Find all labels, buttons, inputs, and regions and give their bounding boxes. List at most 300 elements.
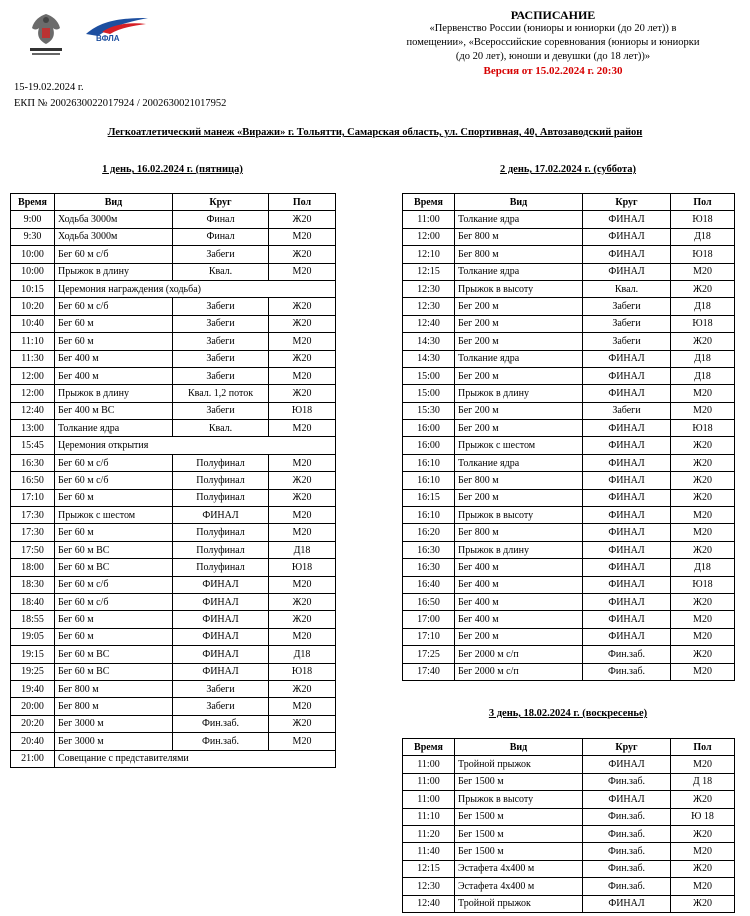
table-row — [403, 843, 735, 860]
cell-event: Бег 60 м с/б — [55, 246, 173, 263]
col-round: Круг — [583, 194, 671, 211]
table-row — [11, 733, 336, 750]
cell-gender: М20 — [269, 628, 336, 645]
table-row — [403, 663, 735, 680]
cell-time: 17:50 — [11, 541, 55, 558]
cell-gender: Ж20 — [269, 472, 336, 489]
cell-round: ФИНАЛ — [173, 663, 269, 680]
table-row — [403, 489, 735, 506]
cell-gender: М20 — [671, 878, 735, 895]
cell-gender: М20 — [269, 333, 336, 350]
cell-event: Прыжок в длину — [55, 263, 173, 280]
cell-gender: Ж20 — [671, 472, 735, 489]
cell-gender: Ж20 — [269, 680, 336, 697]
cell-event: Бег 800 м — [455, 472, 583, 489]
cell-event: Бег 200 м — [455, 298, 583, 315]
cell-round: ФИНАЛ — [583, 454, 671, 471]
cell-gender: Ж20 — [671, 454, 735, 471]
cell-round: Фин.заб. — [583, 825, 671, 842]
cell-gender: М20 — [671, 611, 735, 628]
cell-event: Бег 1500 м — [455, 808, 583, 825]
cell-event: Бег 800 м — [55, 698, 173, 715]
cell-round: ФИНАЛ — [583, 895, 671, 912]
table-row — [403, 367, 735, 384]
table-row — [11, 593, 336, 610]
cell-gender: Д18 — [671, 298, 735, 315]
cell-time: 19:15 — [11, 646, 55, 663]
cell-gender: М20 — [671, 843, 735, 860]
cell-event: Бег 60 м с/б — [55, 576, 173, 593]
cell-time: 15:45 — [11, 437, 55, 454]
table-row — [403, 646, 735, 663]
cell-event: Бег 800 м — [455, 228, 583, 245]
cell-round: Забеги — [173, 333, 269, 350]
cell-time: 19:40 — [11, 680, 55, 697]
cell-event: Бег 1500 м — [455, 773, 583, 790]
table-row — [403, 211, 735, 228]
cell-event: Бег 3000 м — [55, 715, 173, 732]
cell-time: 18:30 — [11, 576, 55, 593]
cell-round: Забеги — [583, 402, 671, 419]
cell-time: 12:40 — [11, 402, 55, 419]
cell-gender: Д18 — [269, 541, 336, 558]
col-time: Время — [403, 194, 455, 211]
col-round: Круг — [583, 739, 671, 756]
cell-gender: Ж20 — [671, 860, 735, 877]
table-row — [11, 715, 336, 732]
vfla-logo-text: ВФЛА — [96, 34, 120, 43]
cell-round: ФИНАЛ — [583, 507, 671, 524]
col-gender: Пол — [671, 194, 735, 211]
event-line-1: «Первенство России (юниоры и юниорки (до 20 лет)) в — [429, 23, 677, 34]
cell-gender: Ю18 — [671, 420, 735, 437]
cell-event: Бег 400 м — [455, 611, 583, 628]
cell-round: Забеги — [583, 333, 671, 350]
cell-time: 13:00 — [11, 420, 55, 437]
cell-round: ФИНАЛ — [583, 524, 671, 541]
page-title: РАСПИСАНИЕ — [510, 8, 596, 22]
cell-time: 11:10 — [11, 333, 55, 350]
cell-round: Забеги — [173, 246, 269, 263]
table-row — [11, 454, 336, 471]
cell-time: 11:30 — [11, 350, 55, 367]
cell-time: 11:00 — [403, 211, 455, 228]
cell-round: ФИНАЛ — [173, 646, 269, 663]
day3-table — [402, 738, 735, 913]
table-row — [11, 402, 336, 419]
cell-round: ФИНАЛ — [583, 541, 671, 558]
cell-event: Бег 200 м — [455, 420, 583, 437]
event-line-2: помещении», «Всероссийские соревнования (юниоры и юниорки — [406, 37, 700, 48]
table-row — [403, 524, 735, 541]
cell-time: 11:00 — [403, 791, 455, 808]
table-row — [403, 350, 735, 367]
table-row — [11, 315, 336, 332]
cell-gender: М20 — [671, 756, 735, 773]
cell-round: ФИНАЛ — [583, 489, 671, 506]
table-row — [403, 472, 735, 489]
cell-time: 19:25 — [11, 663, 55, 680]
table-row — [403, 246, 735, 263]
cell-gender: Ж20 — [269, 593, 336, 610]
table-row — [11, 333, 336, 350]
day3-header-row — [403, 739, 735, 756]
cell-event: Прыжок в длину — [55, 385, 173, 402]
cell-time: 16:10 — [403, 454, 455, 471]
cell-event: Толкание ядра — [455, 350, 583, 367]
cell-event: Бег 400 м — [455, 576, 583, 593]
cell-gender: М20 — [269, 367, 336, 384]
cell-round: Забеги — [173, 298, 269, 315]
cell-event: Бег 60 м — [55, 489, 173, 506]
cell-event: Бег 60 м — [55, 628, 173, 645]
cell-gender: Ж20 — [671, 541, 735, 558]
cell-event: Бег 200 м — [455, 315, 583, 332]
table-row — [403, 791, 735, 808]
cell-time: 12:00 — [11, 385, 55, 402]
cell-time: 9:00 — [11, 211, 55, 228]
table-row — [403, 315, 735, 332]
cell-event: Бег 60 м ВС — [55, 646, 173, 663]
cell-gender: М20 — [671, 507, 735, 524]
table-row — [403, 298, 735, 315]
vfla-logo — [82, 14, 152, 48]
cell-time: 15:30 — [403, 402, 455, 419]
cell-time: 18:55 — [11, 611, 55, 628]
cell-round: Квал. — [583, 280, 671, 297]
cell-round: Квал. — [173, 263, 269, 280]
cell-event: Прыжок в длину — [455, 541, 583, 558]
cell-time: 12:30 — [403, 280, 455, 297]
col-gender: Пол — [671, 739, 735, 756]
col-event: Вид — [455, 194, 583, 211]
cell-round: ФИНАЛ — [583, 350, 671, 367]
cell-gender: М20 — [671, 385, 735, 402]
cell-event: Бег 60 м ВС — [55, 541, 173, 558]
table-row — [403, 541, 735, 558]
day1-title: 1 день, 16.02.2024 г. (пятница) — [102, 164, 243, 175]
table-row — [403, 878, 735, 895]
table-row — [403, 895, 735, 912]
col-gender: Пол — [269, 194, 336, 211]
cell-round: ФИНАЛ — [583, 559, 671, 576]
cell-gender: Ж20 — [671, 280, 735, 297]
cell-round: Забеги — [173, 315, 269, 332]
cell-event: Бег 200 м — [455, 628, 583, 645]
table-row — [403, 402, 735, 419]
cell-time: 11:10 — [403, 808, 455, 825]
cell-gender: Ж20 — [671, 437, 735, 454]
table-row — [11, 420, 336, 437]
cell-gender: Ж20 — [269, 489, 336, 506]
cell-time: 10:40 — [11, 315, 55, 332]
cell-time: 12:15 — [403, 263, 455, 280]
table-row — [11, 611, 336, 628]
table-row — [11, 559, 336, 576]
cell-time: 10:20 — [11, 298, 55, 315]
table-row — [403, 333, 735, 350]
cell-time: 17:00 — [403, 611, 455, 628]
cell-event: Бег 200 м — [455, 367, 583, 384]
cell-round: Забеги — [583, 315, 671, 332]
cell-gender: Д18 — [671, 228, 735, 245]
cell-time: 21:00 — [11, 750, 55, 767]
cell-event: Эстафета 4х400 м — [455, 878, 583, 895]
cell-round: ФИНАЛ — [583, 367, 671, 384]
cell-event: Бег 200 м — [455, 402, 583, 419]
cell-round: ФИНАЛ — [583, 385, 671, 402]
venue-line — [0, 127, 750, 138]
cell-time: 17:10 — [403, 628, 455, 645]
cell-gender: Д18 — [671, 559, 735, 576]
cell-event: Прыжок в высоту — [455, 791, 583, 808]
cell-round: Полуфинал — [173, 559, 269, 576]
cell-time: 12:40 — [403, 315, 455, 332]
cell-round: Полуфинал — [173, 541, 269, 558]
cell-time: 17:40 — [403, 663, 455, 680]
cell-event: Бег 200 м — [455, 333, 583, 350]
table-row — [403, 437, 735, 454]
table-row — [11, 437, 336, 454]
cell-time: 12:30 — [403, 878, 455, 895]
cell-event: Эстафета 4х400 м — [455, 860, 583, 877]
cell-round: Забеги — [173, 402, 269, 419]
day1-header-row — [11, 194, 336, 211]
cell-gender: Ж20 — [671, 825, 735, 842]
cell-event: Толкание ядра — [455, 263, 583, 280]
table-row — [11, 541, 336, 558]
cell-round: Фин.заб. — [583, 878, 671, 895]
cell-round: ФИНАЛ — [583, 263, 671, 280]
cell-gender: Ж20 — [671, 333, 735, 350]
cell-event: Прыжок с шестом — [55, 507, 173, 524]
table-row — [11, 472, 336, 489]
cell-gender: Ж20 — [269, 715, 336, 732]
cell-event: Бег 3000 м — [55, 733, 173, 750]
cell-round: Фин.заб. — [583, 663, 671, 680]
day3-title: 3 день, 18.02.2024 г. (воскресенье) — [488, 708, 648, 719]
cell-round: ФИНАЛ — [173, 593, 269, 610]
cell-event: Бег 1500 м — [455, 825, 583, 842]
table-row — [11, 367, 336, 384]
cell-round: ФИНАЛ — [583, 756, 671, 773]
cell-gender: Ж20 — [671, 593, 735, 610]
cell-round: Полуфинал — [173, 524, 269, 541]
cell-time: 17:25 — [403, 646, 455, 663]
version-label: Версия от 15.02.2024 г. 20:30 — [483, 65, 623, 77]
cell-round: Фин.заб. — [583, 773, 671, 790]
cell-time: 16:30 — [403, 541, 455, 558]
cell-event: Бег 400 м ВС — [55, 402, 173, 419]
dates-label: 15-19.02.2024 г. — [14, 82, 84, 93]
cell-event: Тройной прыжок — [455, 756, 583, 773]
cell-time: 16:40 — [403, 576, 455, 593]
cell-time: 10:00 — [11, 263, 55, 280]
cell-round: ФИНАЛ — [583, 576, 671, 593]
cell-gender: М20 — [269, 420, 336, 437]
cell-event: Бег 60 м с/б — [55, 593, 173, 610]
cell-round: ФИНАЛ — [583, 791, 671, 808]
day2-table — [402, 193, 735, 681]
cell-event: Бег 60 м ВС — [55, 663, 173, 680]
col-time: Время — [403, 739, 455, 756]
cell-time: 12:30 — [403, 298, 455, 315]
table-row — [11, 628, 336, 645]
cell-round: ФИНАЛ — [173, 507, 269, 524]
table-row — [403, 756, 735, 773]
cell-event: Прыжок с шестом — [455, 437, 583, 454]
cell-time: 20:40 — [11, 733, 55, 750]
cell-time: 19:05 — [11, 628, 55, 645]
table-row — [11, 489, 336, 506]
table-row — [403, 385, 735, 402]
cell-gender: Ю18 — [269, 559, 336, 576]
cell-time: 16:30 — [403, 559, 455, 576]
cell-gender: Ж20 — [671, 895, 735, 912]
cell-gender: Ж20 — [269, 385, 336, 402]
table-row — [403, 628, 735, 645]
cell-time: 16:30 — [11, 454, 55, 471]
table-row — [11, 680, 336, 697]
cell-round: Фин.заб. — [583, 646, 671, 663]
cell-round: ФИНАЛ — [583, 611, 671, 628]
table-row — [403, 280, 735, 297]
cell-event: Бег 60 м — [55, 315, 173, 332]
table-row — [403, 593, 735, 610]
cell-event: Совещание с представителями — [55, 750, 336, 767]
day2-title: 2 день, 17.02.2024 г. (суббота) — [499, 164, 637, 175]
cell-round: Фин.заб. — [173, 733, 269, 750]
cell-gender: Ю18 — [269, 663, 336, 680]
table-row — [403, 420, 735, 437]
cell-round: Квал. 1,2 поток — [173, 385, 269, 402]
table-row — [11, 663, 336, 680]
cell-gender: Ж20 — [671, 489, 735, 506]
cell-round: ФИНАЛ — [583, 246, 671, 263]
cell-event: Бег 800 м — [455, 524, 583, 541]
cell-round: Квал. — [173, 420, 269, 437]
table-row — [403, 773, 735, 790]
table-row — [11, 211, 336, 228]
cell-gender: Ю18 — [671, 576, 735, 593]
cell-round: Забеги — [173, 698, 269, 715]
cell-time: 16:10 — [403, 507, 455, 524]
cell-event: Ходьба 3000м — [55, 211, 173, 228]
table-row — [11, 298, 336, 315]
cell-event: Бег 60 м с/б — [55, 472, 173, 489]
table-row — [403, 825, 735, 842]
table-row — [11, 750, 336, 767]
cell-gender: Ю18 — [671, 246, 735, 263]
cell-time: 16:20 — [403, 524, 455, 541]
cell-gender: М20 — [671, 663, 735, 680]
table-row — [11, 576, 336, 593]
cell-time: 15:00 — [403, 367, 455, 384]
cell-time: 16:15 — [403, 489, 455, 506]
cell-round: Забеги — [173, 680, 269, 697]
meta-block — [14, 80, 226, 112]
cell-event: Бег 2000 м с/п — [455, 663, 583, 680]
ministry-emblem-logo — [22, 10, 70, 58]
table-row — [11, 698, 336, 715]
cell-gender: М20 — [269, 576, 336, 593]
day1-table — [10, 193, 336, 768]
cell-round: Полуфинал — [173, 489, 269, 506]
cell-time: 16:10 — [403, 472, 455, 489]
cell-gender: М20 — [269, 454, 336, 471]
table-row — [403, 263, 735, 280]
cell-round: ФИНАЛ — [583, 472, 671, 489]
cell-event: Бег 1500 м — [455, 843, 583, 860]
cell-round: ФИНАЛ — [583, 437, 671, 454]
cell-event: Толкание ядра — [55, 420, 173, 437]
venue-text: Легкоатлетический манеж «Виражи» г. Тольятти, Самарская область, ул. Спортивная, 40, Автозаводский район — [107, 127, 643, 138]
cell-time: 11:40 — [403, 843, 455, 860]
cell-event: Бег 200 м — [455, 489, 583, 506]
cell-event: Ходьба 3000м — [55, 228, 173, 245]
cell-round: Фин.заб. — [583, 808, 671, 825]
cell-gender: Ж20 — [269, 611, 336, 628]
cell-gender: Д18 — [671, 350, 735, 367]
cell-gender: Д 18 — [671, 773, 735, 790]
cell-time: 12:00 — [403, 228, 455, 245]
table-row — [403, 507, 735, 524]
cell-round: ФИНАЛ — [173, 611, 269, 628]
cell-gender: М20 — [671, 263, 735, 280]
cell-gender: Ю18 — [269, 402, 336, 419]
col-event: Вид — [55, 194, 173, 211]
cell-gender: Ж20 — [269, 315, 336, 332]
cell-time: 12:40 — [403, 895, 455, 912]
cell-time: 16:50 — [11, 472, 55, 489]
table-row — [403, 228, 735, 245]
cell-gender: М20 — [269, 228, 336, 245]
cell-gender: Ж20 — [269, 211, 336, 228]
table-row — [403, 454, 735, 471]
cell-round: Фин.заб. — [583, 843, 671, 860]
cell-gender: Ю 18 — [671, 808, 735, 825]
cell-gender: Ю18 — [671, 211, 735, 228]
col-event: Вид — [455, 739, 583, 756]
cell-gender: Ю18 — [671, 315, 735, 332]
cell-round: Забеги — [173, 350, 269, 367]
cell-round: Полуфинал — [173, 454, 269, 471]
cell-round: Забеги — [583, 298, 671, 315]
table-row — [403, 808, 735, 825]
cell-gender: М20 — [269, 263, 336, 280]
cell-gender: Ж20 — [269, 298, 336, 315]
cell-event: Церемония открытия — [55, 437, 336, 454]
table-row — [403, 576, 735, 593]
cell-round: Финал — [173, 211, 269, 228]
cell-time: 14:30 — [403, 333, 455, 350]
cell-gender: М20 — [269, 507, 336, 524]
cell-gender: Ж20 — [269, 246, 336, 263]
cell-time: 16:00 — [403, 437, 455, 454]
cell-gender: М20 — [269, 524, 336, 541]
cell-event: Бег 800 м — [455, 246, 583, 263]
cell-time: 12:10 — [403, 246, 455, 263]
table-row — [11, 246, 336, 263]
ekp-label: ЕКП № 2002630022017924 / 2002630021017952 — [14, 98, 227, 109]
cell-event: Бег 60 м — [55, 524, 173, 541]
cell-round: ФИНАЛ — [583, 228, 671, 245]
cell-event: Прыжок в высоту — [455, 280, 583, 297]
cell-event: Бег 60 м ВС — [55, 559, 173, 576]
table-row — [11, 280, 336, 297]
cell-round: Фин.заб. — [583, 860, 671, 877]
cell-round: ФИНАЛ — [173, 576, 269, 593]
